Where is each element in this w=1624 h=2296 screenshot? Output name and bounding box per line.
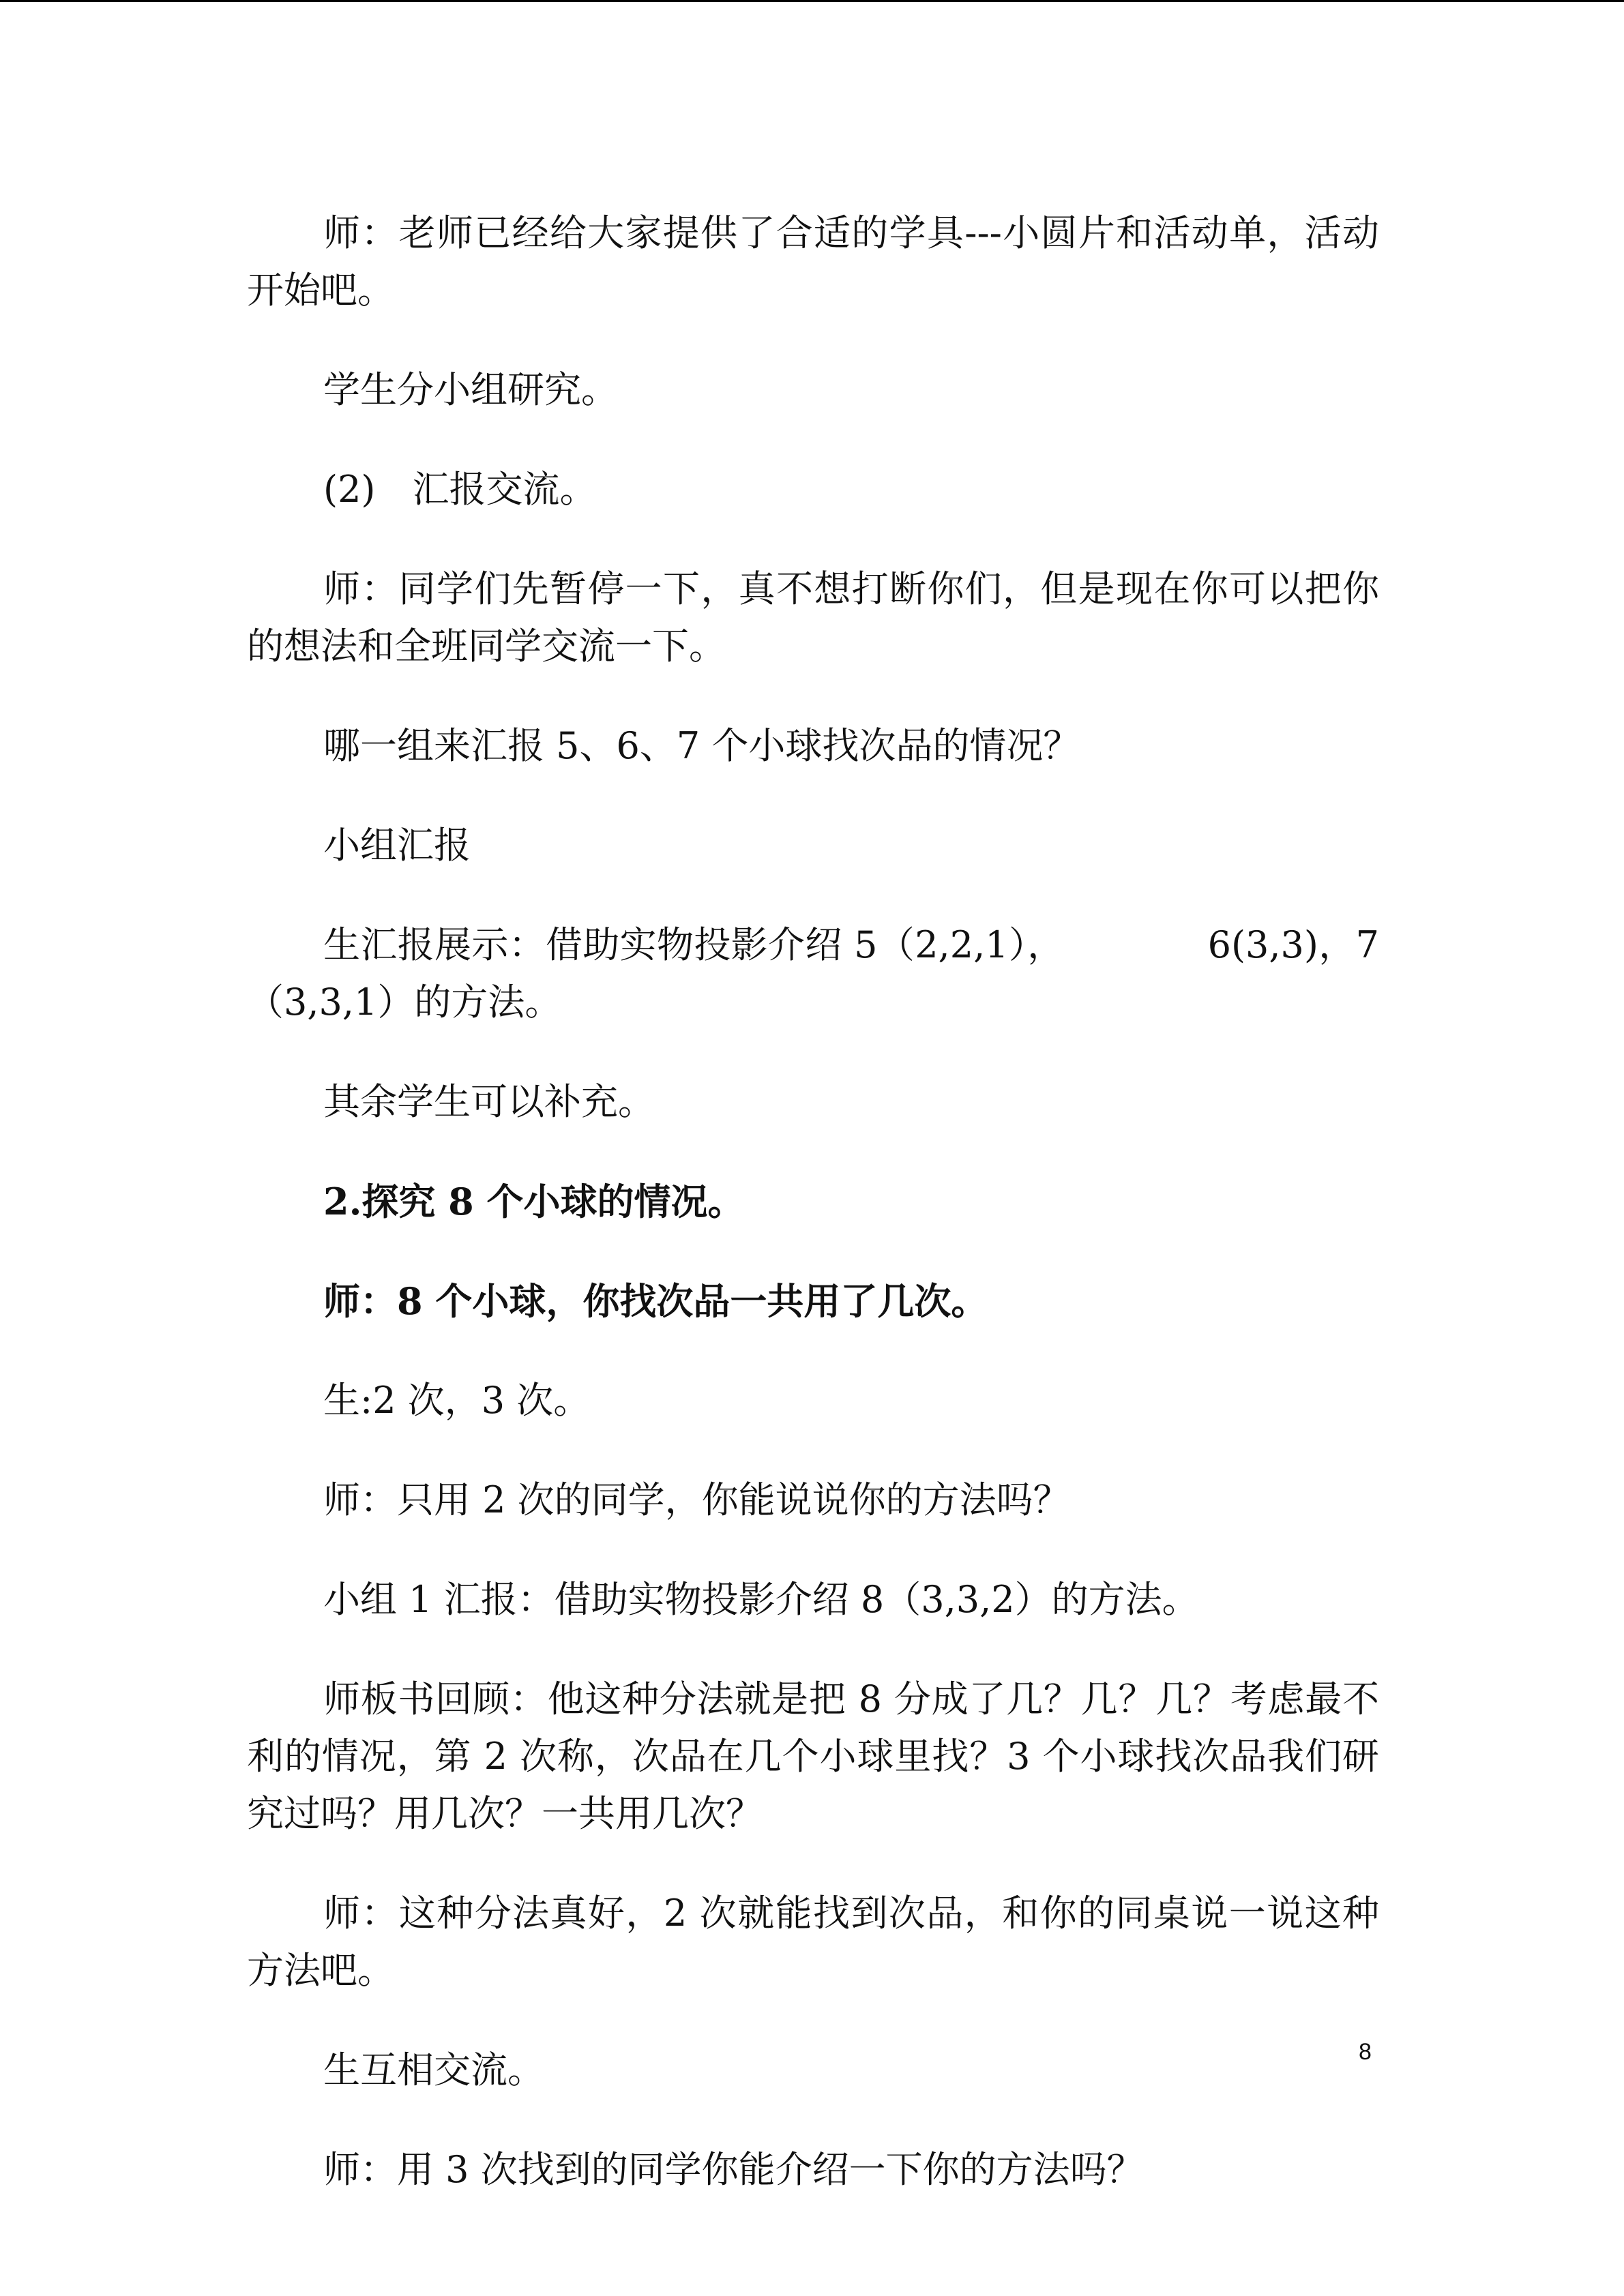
paragraph: 学生分小组研究。 xyxy=(323,368,618,411)
document-body xyxy=(247,205,1379,2241)
paragraph-bold: 师：8 个小球，你找次品一共用了几次。 xyxy=(323,1279,988,1323)
paragraph: 生汇报展示：借助实物投影介绍 5（2,2,1）， 6(3,3)，7（3,3,1）的方法。 xyxy=(247,923,1379,1024)
paragraph: 生互相交流。 xyxy=(323,2048,544,2091)
paragraph: 师板书回顾：他这种分法就是把 8 分成了几？几？几？考虑最不利的情况，第 2 次称，次品在几个小球里找？3 个小球找次品我们研究过吗？用几次？一共用几次？ xyxy=(247,1678,1379,1835)
paragraph: 师：老师已经给大家提供了合适的学具---小圆片和活动单，活动开始吧。 xyxy=(247,211,1379,312)
paragraph: 师：用 3 次找到的同学你能介绍一下你的方法吗？ xyxy=(323,2148,1144,2191)
page-number: 8 xyxy=(1359,2039,1372,2065)
paragraph: 其余学生可以补充。 xyxy=(323,1080,655,1123)
paragraph: 小组 1 汇报：借助实物投影介绍 8（3,3,2）的方法。 xyxy=(323,1578,1199,1621)
page-top-border xyxy=(0,0,1624,2)
paragraph: 师：只用 2 次的同学，你能说说你的方法吗？ xyxy=(323,1478,1070,1521)
paragraph: 小组汇报 xyxy=(323,824,471,867)
paragraph: 生:2 次，3 次。 xyxy=(323,1379,591,1422)
paragraph: 哪一组来汇报 5、6、7 个小球找次品的情况？ xyxy=(323,724,1080,767)
paragraph: 师：这种分法真好，2 次就能找到次品，和你的同桌说一说这种方法吧。 xyxy=(247,1892,1379,1992)
paragraph: 师：同学们先暂停一下，真不想打断你们，但是现在你可以把你的想法和全班同学交流一下。 xyxy=(247,567,1379,668)
section-heading: 2.探究 8 个小球的情况。 xyxy=(323,1180,745,1223)
paragraph: (2) 汇报交流。 xyxy=(323,468,597,511)
